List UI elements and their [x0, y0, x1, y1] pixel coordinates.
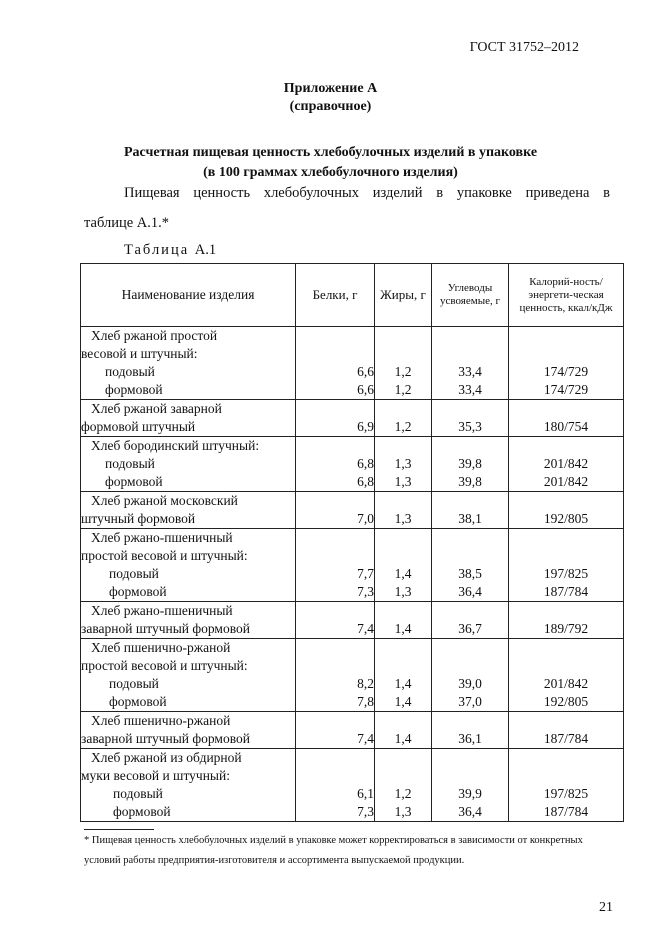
energy-value: 201/842	[543, 676, 589, 691]
carbs-value: 39,9	[458, 786, 482, 801]
cell-energy	[509, 437, 624, 492]
spacer	[509, 602, 623, 620]
carbs-value: 37,0	[458, 694, 482, 709]
energy-value: 180/754	[543, 419, 589, 434]
row-name	[81, 529, 296, 602]
carbs-value: 36,4	[458, 584, 482, 599]
protein-value: 7,0	[357, 511, 374, 526]
cell-protein	[296, 712, 375, 749]
fat-value: 1,3	[394, 511, 412, 526]
carbs-value: 36,1	[458, 731, 482, 746]
spacer	[296, 437, 374, 455]
spacer	[509, 492, 623, 510]
table-row	[81, 749, 624, 822]
intro-text-line2: таблице А.1.*	[84, 215, 170, 231]
cell-energy	[509, 639, 624, 712]
cell-carbs	[432, 437, 509, 492]
energy-value: 174/729	[543, 364, 589, 379]
cell-fat	[375, 602, 432, 639]
cell-protein	[296, 529, 375, 602]
cell-energy	[509, 327, 624, 400]
spacer	[296, 712, 374, 730]
row-name	[81, 602, 296, 639]
table-row	[81, 327, 624, 400]
table-row	[81, 492, 624, 529]
carbs-value: 35,3	[458, 419, 482, 434]
row-subtype: подовый	[109, 566, 159, 581]
cell-carbs	[432, 712, 509, 749]
protein-value: 6,6	[357, 382, 374, 397]
cell-protein	[296, 749, 375, 822]
spacer	[509, 547, 623, 565]
protein-value: 6,9	[357, 419, 374, 434]
spacer	[296, 492, 374, 510]
cell-fat	[375, 400, 432, 437]
carbs-value: 39,0	[458, 676, 482, 691]
spacer	[375, 492, 431, 510]
spacer	[296, 345, 374, 363]
table-row	[81, 529, 624, 602]
annex-subtitle: (справочное)	[289, 99, 372, 114]
row-subtype: формовой	[105, 382, 163, 397]
fat-value: 1,2	[394, 382, 412, 397]
spacer	[509, 767, 623, 785]
fat-value: 1,2	[394, 419, 412, 434]
spacer	[296, 749, 374, 767]
protein-value: 6,8	[357, 456, 374, 471]
fat-value: 1,2	[394, 364, 412, 379]
protein-value: 7,4	[357, 621, 374, 636]
row-subtype: подовый	[105, 364, 155, 379]
row-name-line: заварной штучный формовой	[81, 621, 250, 636]
cell-carbs	[432, 749, 509, 822]
energy-value: 197/825	[543, 566, 589, 581]
header-fat: Жиры, г	[375, 264, 432, 327]
row-name	[81, 712, 296, 749]
cell-protein	[296, 602, 375, 639]
spacer	[432, 492, 508, 510]
cell-carbs	[432, 529, 509, 602]
carbs-value: 39,8	[458, 474, 482, 489]
spacer	[296, 602, 374, 620]
row-name-line: весовой и штучный:	[81, 346, 198, 361]
table-caption	[124, 242, 216, 259]
cell-energy	[509, 400, 624, 437]
fat-value: 1,3	[394, 804, 412, 819]
carbs-value: 33,4	[458, 382, 482, 397]
cell-energy	[509, 712, 624, 749]
spacer	[509, 749, 623, 767]
spacer	[375, 767, 431, 785]
spacer	[432, 639, 508, 657]
intro-text-line1: Пищевая ценность хлебобулочных изделий в упаковке приведена в	[124, 185, 610, 201]
row-subtype: формовой	[109, 694, 167, 709]
spacer	[509, 657, 623, 675]
fat-value: 1,3	[394, 456, 412, 471]
fat-value: 1,2	[394, 786, 412, 801]
row-name-line: Хлеб ржаной московский	[91, 493, 238, 508]
spacer	[432, 547, 508, 565]
spacer	[432, 657, 508, 675]
table-row	[81, 602, 624, 639]
cell-carbs	[432, 602, 509, 639]
row-name-line: Хлеб пшенично-ржаной	[91, 640, 231, 655]
spacer	[375, 657, 431, 675]
energy-value: 197/825	[543, 786, 589, 801]
row-name-line: Хлеб бородинский штучный:	[91, 438, 260, 453]
footnote-line1: * Пищевая ценность хлебобулочных изделий в упаковке может корректироваться в зависимости от конкретных	[84, 835, 583, 846]
fat-value: 1,3	[394, 474, 412, 489]
spacer	[509, 437, 623, 455]
carbs-value: 39,8	[458, 456, 482, 471]
energy-value: 201/842	[543, 456, 589, 471]
cell-fat	[375, 639, 432, 712]
spacer	[432, 767, 508, 785]
header-energy: Калорий-ность/ энергети-ческая ценность, ккал/кДж	[509, 264, 624, 327]
cell-carbs	[432, 327, 509, 400]
spacer	[375, 327, 431, 345]
cell-carbs	[432, 492, 509, 529]
energy-value: 187/784	[543, 731, 589, 746]
spacer	[375, 602, 431, 620]
fat-value: 1,4	[394, 566, 412, 581]
footnote-rule	[84, 829, 154, 830]
spacer	[432, 437, 508, 455]
row-name-line: Хлеб ржано-пшеничный	[91, 603, 233, 618]
spacer	[432, 345, 508, 363]
carbs-value: 36,4	[458, 804, 482, 819]
spacer	[509, 529, 623, 547]
table-row	[81, 437, 624, 492]
row-name-line: простой весовой и штучный:	[81, 658, 248, 673]
fat-value: 1,4	[394, 676, 412, 691]
cell-protein	[296, 437, 375, 492]
row-subtype: подовый	[109, 676, 159, 691]
spacer	[432, 400, 508, 418]
spacer	[296, 529, 374, 547]
section-title-line1: Расчетная пищевая ценность хлебобулочных изделий в упаковке	[123, 145, 538, 160]
carbs-value: 38,5	[458, 566, 482, 581]
row-name-line: Хлеб ржаной простой	[91, 328, 218, 343]
energy-value: 201/842	[543, 474, 589, 489]
row-name-line: Хлеб ржаной заварной	[91, 401, 222, 416]
header-carbs: Углеводы усвояемые, г	[432, 264, 509, 327]
nutrition-table	[80, 263, 624, 822]
annex-title: Приложение А	[283, 81, 378, 96]
energy-value: 187/784	[543, 804, 589, 819]
energy-value: 192/805	[543, 694, 589, 709]
cell-fat	[375, 492, 432, 529]
spacer	[375, 639, 431, 657]
spacer	[432, 602, 508, 620]
spacer	[296, 657, 374, 675]
fat-value: 1,4	[394, 694, 412, 709]
spacer	[509, 639, 623, 657]
row-name	[81, 437, 296, 492]
row-subtype: подовый	[105, 456, 155, 471]
footnote-line2: условий работы предприятия-изготовителя и ассортимента выпускаемой продукции.	[84, 855, 465, 866]
spacer	[509, 327, 623, 345]
spacer	[375, 547, 431, 565]
energy-value: 192/805	[543, 511, 589, 526]
table-caption-label: Таблица	[124, 242, 190, 258]
cell-carbs	[432, 639, 509, 712]
page-number: 21	[599, 900, 613, 915]
row-name	[81, 492, 296, 529]
spacer	[432, 327, 508, 345]
fat-value: 1,4	[394, 621, 412, 636]
spacer	[509, 400, 623, 418]
carbs-value: 36,7	[458, 621, 482, 636]
protein-value: 7,3	[357, 804, 374, 819]
cell-fat	[375, 529, 432, 602]
spacer	[375, 437, 431, 455]
energy-value: 174/729	[543, 382, 589, 397]
spacer	[375, 345, 431, 363]
protein-value: 8,2	[357, 676, 374, 691]
row-subtype: подовый	[113, 786, 163, 801]
spacer	[432, 712, 508, 730]
cell-energy	[509, 529, 624, 602]
row-name	[81, 749, 296, 822]
table-row	[81, 400, 624, 437]
section-title-line2: (в 100 граммах хлебобулочного изделия)	[203, 165, 458, 180]
protein-value: 7,7	[357, 566, 374, 581]
row-name-line: Хлеб пшенично-ржаной	[91, 713, 231, 728]
header-protein: Белки, г	[296, 264, 375, 327]
spacer	[375, 712, 431, 730]
protein-value: 6,8	[357, 474, 374, 489]
row-name-line: простой весовой и штучный:	[81, 548, 248, 563]
spacer	[296, 547, 374, 565]
table-row	[81, 712, 624, 749]
row-name	[81, 400, 296, 437]
cell-protein	[296, 400, 375, 437]
cell-protein	[296, 327, 375, 400]
row-name-line: формовой штучный	[81, 419, 196, 434]
protein-value: 7,8	[357, 694, 374, 709]
table-caption-number: А.1	[194, 242, 217, 258]
spacer	[296, 400, 374, 418]
row-subtype: формовой	[105, 474, 163, 489]
cell-protein	[296, 492, 375, 529]
cell-fat	[375, 327, 432, 400]
cell-energy	[509, 492, 624, 529]
cell-energy	[509, 602, 624, 639]
cell-energy	[509, 749, 624, 822]
protein-value: 7,3	[357, 584, 374, 599]
energy-value: 189/792	[543, 621, 589, 636]
energy-value: 187/784	[543, 584, 589, 599]
standard-number: ГОСТ 31752–2012	[469, 40, 579, 55]
protein-value: 7,4	[357, 731, 374, 746]
protein-value: 6,6	[357, 364, 374, 379]
cell-fat	[375, 749, 432, 822]
spacer	[432, 749, 508, 767]
header-name: Наименование изделия	[81, 264, 296, 327]
row-name-line: заварной штучный формовой	[81, 731, 250, 746]
spacer	[375, 400, 431, 418]
carbs-value: 38,1	[458, 511, 482, 526]
table-row	[81, 639, 624, 712]
spacer	[296, 639, 374, 657]
spacer	[296, 767, 374, 785]
spacer	[509, 345, 623, 363]
cell-fat	[375, 437, 432, 492]
carbs-value: 33,4	[458, 364, 482, 379]
row-name	[81, 639, 296, 712]
row-subtype: формовой	[109, 584, 167, 599]
spacer	[432, 529, 508, 547]
cell-fat	[375, 712, 432, 749]
spacer	[509, 712, 623, 730]
cell-carbs	[432, 400, 509, 437]
fat-value: 1,4	[394, 731, 412, 746]
row-name-line: муки весовой и штучный:	[81, 768, 230, 783]
protein-value: 6,1	[357, 786, 374, 801]
fat-value: 1,3	[394, 584, 412, 599]
cell-protein	[296, 639, 375, 712]
row-name-line: штучный формовой	[81, 511, 196, 526]
row-name	[81, 327, 296, 400]
spacer	[296, 327, 374, 345]
row-name-line: Хлеб ржано-пшеничный	[91, 530, 233, 545]
row-name-line: Хлеб ржаной из обдирной	[91, 750, 242, 765]
row-subtype: формовой	[113, 804, 171, 819]
spacer	[375, 749, 431, 767]
spacer	[375, 529, 431, 547]
